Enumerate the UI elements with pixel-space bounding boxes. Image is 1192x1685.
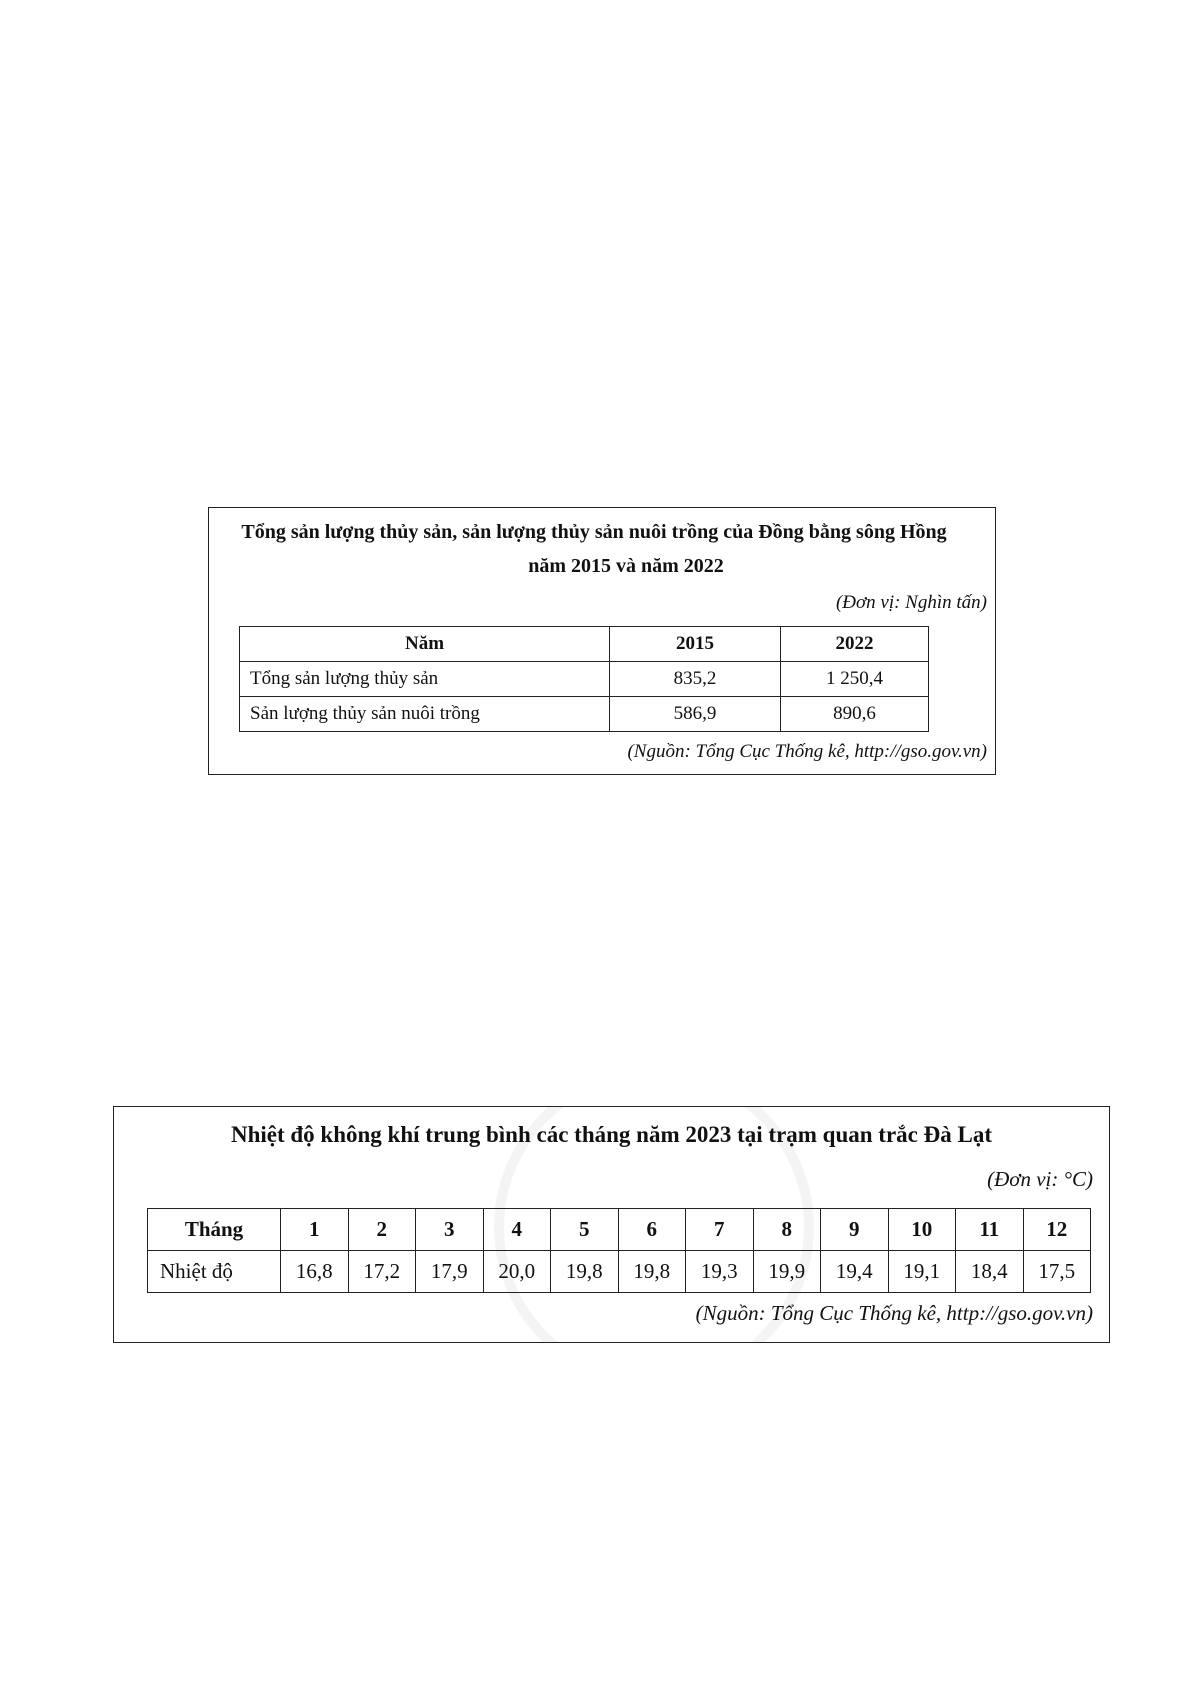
table2-cell: 17,2: [348, 1251, 416, 1293]
table1-source: (Nguồn: Tổng Cục Thống kê, http://gso.gov.vn): [627, 741, 987, 762]
table1-cell: 890,6: [781, 697, 929, 732]
table2-cell: 16,8: [281, 1251, 349, 1293]
table2-month: 8: [753, 1209, 821, 1251]
table2-month: 11: [956, 1209, 1024, 1251]
table2-cell: 17,5: [1023, 1251, 1091, 1293]
table2-cell: 19,8: [618, 1251, 686, 1293]
fisheries-table: [239, 626, 929, 732]
table-row: [240, 662, 929, 697]
table2-month: 5: [551, 1209, 619, 1251]
table1-header-2015: 2015: [610, 627, 781, 662]
table2-cell: 19,4: [821, 1251, 889, 1293]
table2-cell: 17,9: [416, 1251, 484, 1293]
table2-month: 6: [618, 1209, 686, 1251]
table2-month: 4: [483, 1209, 551, 1251]
table2-month: 7: [686, 1209, 754, 1251]
table2-month: 12: [1023, 1209, 1091, 1251]
table2-month: 3: [416, 1209, 484, 1251]
table2-unit: (Đơn vị: °C): [987, 1167, 1093, 1191]
table2-cell: 19,8: [551, 1251, 619, 1293]
temperature-table: [147, 1208, 1091, 1293]
table2-source: (Nguồn: Tổng Cục Thống kê, http://gso.gov.vn): [695, 1301, 1093, 1325]
table-row: [240, 697, 929, 732]
table2-month: 2: [348, 1209, 416, 1251]
table1-cell: 835,2: [610, 662, 781, 697]
table1-row-label: Tổng sản lượng thủy sản: [240, 662, 610, 697]
table1-cell: 586,9: [610, 697, 781, 732]
table2-header-row: [148, 1209, 1091, 1251]
table2-cell: 20,0: [483, 1251, 551, 1293]
table2-cell: 19,9: [753, 1251, 821, 1293]
table1-row-label: Sản lượng thủy sản nuôi trồng: [240, 697, 610, 732]
table1-unit: (Đơn vị: Nghìn tấn): [835, 592, 987, 613]
table1-header-row: [240, 627, 929, 662]
table2-cell: 19,3: [686, 1251, 754, 1293]
table1-title-line2: năm 2015 và năm 2022: [528, 555, 724, 577]
table2-month: 1: [281, 1209, 349, 1251]
table1-header-year-label: Năm: [240, 627, 610, 662]
fisheries-table-frame: [208, 507, 996, 775]
temperature-table-frame: [113, 1106, 1110, 1343]
table2-cell: 19,1: [888, 1251, 956, 1293]
table1-cell: 1 250,4: [781, 662, 929, 697]
table1-header-2022: 2022: [781, 627, 929, 662]
table2-row-label: Nhiệt độ: [148, 1251, 281, 1293]
table2-cell: 18,4: [956, 1251, 1024, 1293]
table2-title: Nhiệt độ không khí trung bình các tháng năm 2023 tại trạm quan trắc Đà Lạt: [230, 1122, 992, 1147]
table1-title-line1: Tổng sản lượng thủy sản, sản lượng thủy sản nuôi trồng của Đồng bằng sông Hồng: [241, 521, 947, 543]
table2-month: 9: [821, 1209, 889, 1251]
table2-month: 10: [888, 1209, 956, 1251]
table2-header-month-label: Tháng: [148, 1209, 281, 1251]
table-row: [148, 1251, 1091, 1293]
